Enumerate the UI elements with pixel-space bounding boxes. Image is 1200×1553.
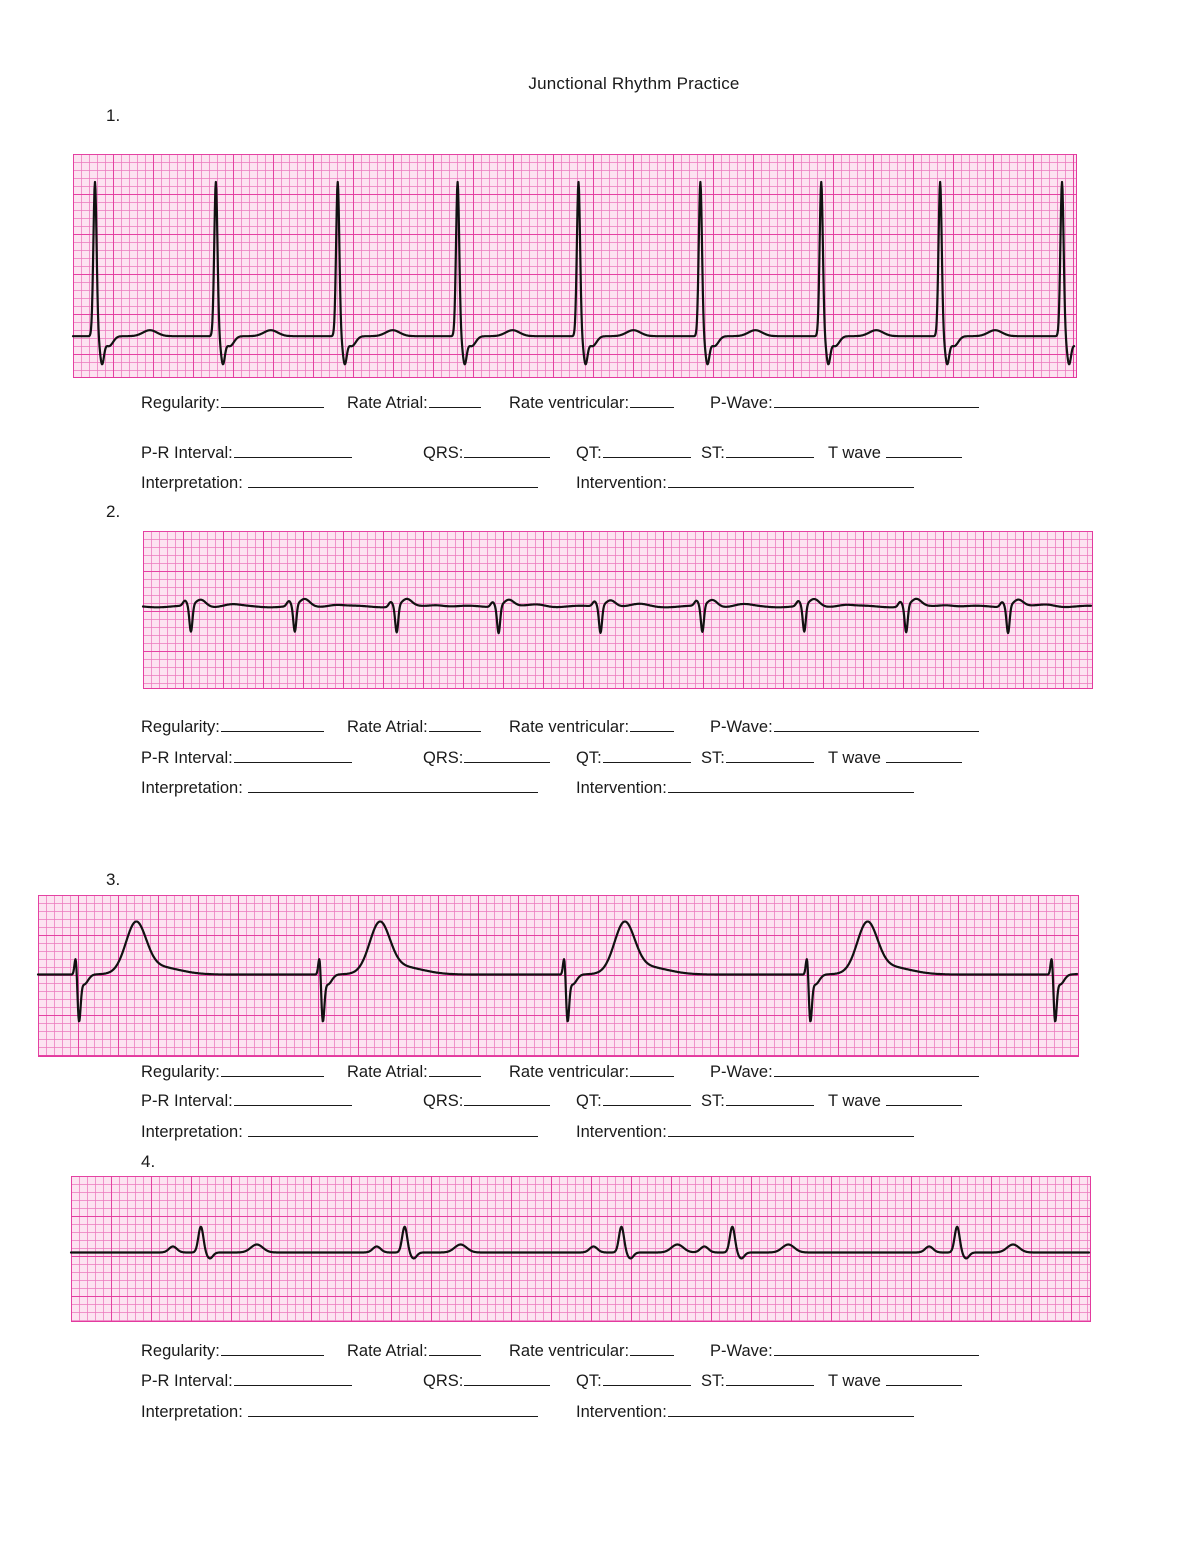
intervention-field-3[interactable]: Intervention: bbox=[576, 1122, 914, 1142]
item-number-4: 4. bbox=[141, 1152, 156, 1171]
intervention-field-2[interactable]: Intervention: bbox=[576, 778, 914, 798]
interpretation-field-2[interactable]: Interpretation: bbox=[141, 778, 538, 798]
st-field-3[interactable]: ST: bbox=[701, 1091, 814, 1111]
ecg-trace-1 bbox=[73, 182, 1074, 364]
qt-field-4[interactable]: QT: bbox=[576, 1371, 691, 1391]
qt-field-2[interactable]: QT: bbox=[576, 748, 691, 768]
regularity-field-3[interactable]: Regularity: bbox=[141, 1062, 324, 1082]
interpretation-field-3[interactable]: Interpretation: bbox=[141, 1122, 538, 1142]
ecg-strip-2 bbox=[143, 531, 1093, 689]
qt-field-1[interactable]: QT: bbox=[576, 443, 691, 463]
regularity-field-4[interactable]: Regularity: bbox=[141, 1341, 324, 1361]
pr-interval-field-2[interactable]: P-R Interval: bbox=[141, 748, 352, 768]
rate-ventricular-field-1[interactable]: Rate ventricular: bbox=[509, 393, 674, 413]
rate-atrial-field-3[interactable]: Rate Atrial: bbox=[347, 1062, 481, 1082]
st-field-1[interactable]: ST: bbox=[701, 443, 814, 463]
t-wave-field-1[interactable]: T wave bbox=[828, 443, 962, 463]
t-wave-field-2[interactable]: T wave bbox=[828, 748, 962, 768]
item-number-1: 1. bbox=[106, 106, 121, 125]
qrs-field-4[interactable]: QRS: bbox=[423, 1371, 550, 1391]
qrs-field-2[interactable]: QRS: bbox=[423, 748, 550, 768]
ecg-strip-4 bbox=[71, 1176, 1091, 1322]
pr-interval-field-1[interactable]: P-R Interval: bbox=[141, 443, 352, 463]
page-title: Junctional Rhythm Practice bbox=[528, 74, 740, 93]
qt-field-3[interactable]: QT: bbox=[576, 1091, 691, 1111]
p-wave-field-3[interactable]: P-Wave: bbox=[710, 1062, 979, 1082]
t-wave-field-3[interactable]: T wave bbox=[828, 1091, 962, 1111]
intervention-field-1[interactable]: Intervention: bbox=[576, 473, 914, 493]
regularity-field-2[interactable]: Regularity: bbox=[141, 717, 324, 737]
ecg-trace-4 bbox=[71, 1227, 1089, 1259]
intervention-field-4[interactable]: Intervention: bbox=[576, 1402, 914, 1422]
t-wave-field-4[interactable]: T wave bbox=[828, 1371, 962, 1391]
rate-atrial-field-2[interactable]: Rate Atrial: bbox=[347, 717, 481, 737]
ecg-strip-3 bbox=[38, 895, 1079, 1057]
qrs-field-3[interactable]: QRS: bbox=[423, 1091, 550, 1111]
rate-ventricular-field-2[interactable]: Rate ventricular: bbox=[509, 717, 674, 737]
ecg-trace-3 bbox=[38, 922, 1077, 1022]
p-wave-field-4[interactable]: P-Wave: bbox=[710, 1341, 979, 1361]
item-number-3: 3. bbox=[106, 870, 121, 889]
pr-interval-field-4[interactable]: P-R Interval: bbox=[141, 1371, 352, 1391]
rate-atrial-field-4[interactable]: Rate Atrial: bbox=[347, 1341, 481, 1361]
st-field-2[interactable]: ST: bbox=[701, 748, 814, 768]
item-number-2: 2. bbox=[106, 502, 121, 521]
regularity-field-1[interactable]: Regularity: bbox=[141, 393, 324, 413]
p-wave-field-2[interactable]: P-Wave: bbox=[710, 717, 979, 737]
ecg-trace-2 bbox=[143, 599, 1091, 633]
rate-ventricular-field-4[interactable]: Rate ventricular: bbox=[509, 1341, 674, 1361]
interpretation-field-1[interactable]: Interpretation: bbox=[141, 473, 538, 493]
rate-ventricular-field-3[interactable]: Rate ventricular: bbox=[509, 1062, 674, 1082]
qrs-field-1[interactable]: QRS: bbox=[423, 443, 550, 463]
interpretation-field-4[interactable]: Interpretation: bbox=[141, 1402, 538, 1422]
st-field-4[interactable]: ST: bbox=[701, 1371, 814, 1391]
pr-interval-field-3[interactable]: P-R Interval: bbox=[141, 1091, 352, 1111]
ecg-strip-1 bbox=[73, 154, 1077, 378]
rate-atrial-field-1[interactable]: Rate Atrial: bbox=[347, 393, 481, 413]
p-wave-field-1[interactable]: P-Wave: bbox=[710, 393, 979, 413]
